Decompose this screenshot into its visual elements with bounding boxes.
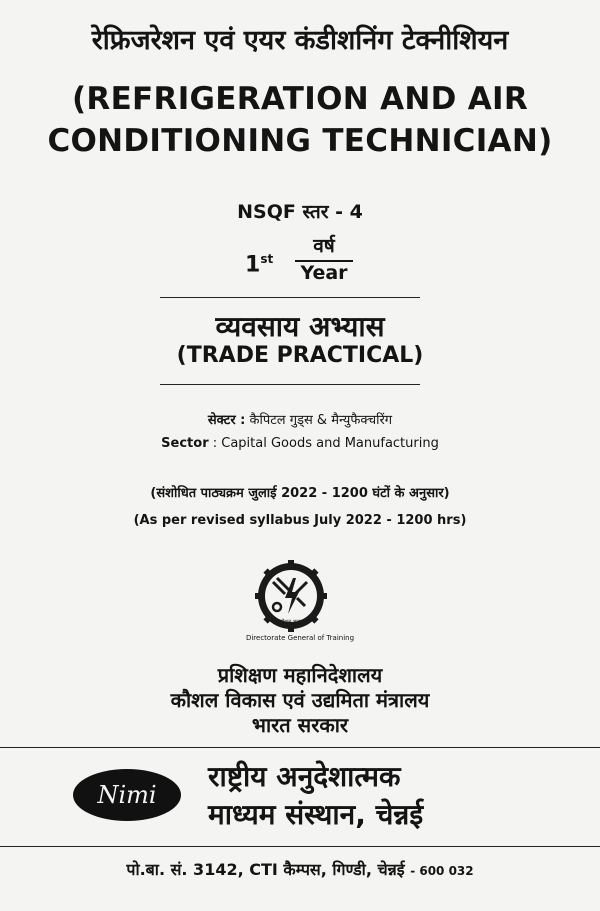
ministry-line1: प्रशिक्षण महानिदेशालय xyxy=(217,663,383,687)
address-main: पो.बा. सं. 3142, CTI कैम्पस, गिण्डी, चेन्नई xyxy=(126,860,405,879)
divider-top xyxy=(160,297,420,298)
year-suffix: st xyxy=(260,252,274,266)
divider-address xyxy=(0,846,600,847)
sector-english-value: : Capital Goods and Manufacturing xyxy=(212,436,439,451)
sector-hindi-label: सेक्टर : xyxy=(207,413,246,428)
address xyxy=(0,858,600,880)
nimi-name-line1: राष्ट्रीय अनुदेशात्मक xyxy=(208,760,401,793)
syllabus-hindi: (संशोधित पाठ्यक्रम जुलाई 2022 - 1200 घंटों के अनुसार) xyxy=(150,486,450,501)
nimi-institute-name xyxy=(208,758,423,834)
divider-ministry xyxy=(0,747,600,748)
ministry-line3: भारत सरकार xyxy=(251,713,349,737)
dgt-emblem-icon xyxy=(255,560,327,632)
sector-english-label: Sector xyxy=(161,436,209,451)
sector-hindi xyxy=(0,410,600,428)
year-label xyxy=(0,232,600,286)
english-title xyxy=(0,78,600,162)
dgt-emblem-text: कौशल भारत xyxy=(279,619,303,625)
syllabus-english: (As per revised syllabus July 2022 - 1200 hrs) xyxy=(133,513,467,528)
nimi-name-line2: माध्यम संस्थान, चेन्नई xyxy=(208,798,424,831)
trade-practical-hindi: व्यवसाय अभ्यास xyxy=(215,310,385,343)
divider-bottom xyxy=(160,384,420,385)
year-english: Year xyxy=(300,262,348,284)
ministry-block xyxy=(0,663,600,738)
hindi-title: रेफ्रिजरेशन एवं एयर कंडीशनिंग टेक्नीशियन xyxy=(91,25,509,56)
nimi-logo-text: Nimi xyxy=(97,781,157,809)
year-number: 1st xyxy=(245,252,274,278)
address-pin: - 600 032 xyxy=(410,864,474,878)
year-fraction xyxy=(295,232,353,284)
nsqf-level: NSQF स्तर - 4 xyxy=(237,201,363,223)
english-title-line1: (REFRIGERATION AND AIR xyxy=(71,81,529,117)
year-hindi: वर्ष xyxy=(295,232,353,262)
dgt-caption: Directorate General of Training xyxy=(245,634,355,642)
trade-practical-english: (TRADE PRACTICAL) xyxy=(176,343,424,368)
english-title-line2: CONDITIONING TECHNICIAN) xyxy=(47,123,553,159)
sector-hindi-value: कैपिटल गुड्स & मैन्युफैक्चरिंग xyxy=(249,413,393,428)
ministry-line2: कौशल विकास एवं उद्यमिता मंत्रालय xyxy=(170,688,430,712)
nimi-logo xyxy=(72,768,182,822)
sector-english xyxy=(0,436,600,451)
